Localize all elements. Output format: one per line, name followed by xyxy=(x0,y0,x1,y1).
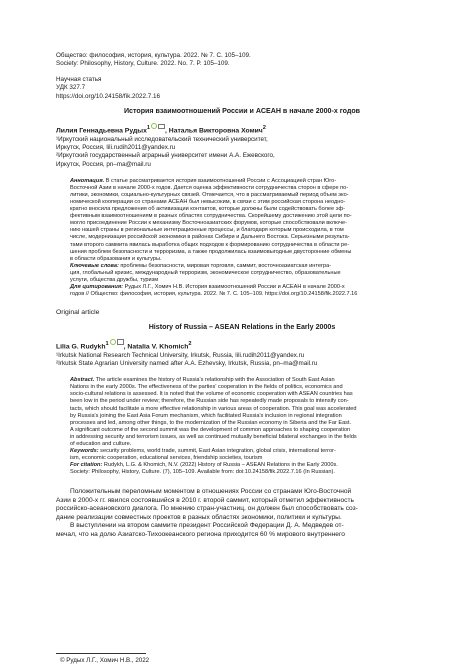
keywords-line: ism, economic cooperation, educational services, friendship societies, tourism xyxy=(70,454,263,461)
body-line: мечал, что на долю Азиатско-Тихоокеанского региона приходится 60 % мирового внутреннего xyxy=(56,530,345,538)
abstract-line: в области образования и культуры. xyxy=(70,255,162,262)
affiliation-line: ²Иркутский государственный аграрный университет имени А.А. Ежевского, xyxy=(56,152,275,160)
abstract-line: шения проблем безопасности и терроризма, а также продолжилась взаимовыгодные двусторонние обмены xyxy=(70,248,352,255)
doi-link[interactable]: https://doi.org/10.24158/fik.2022.7.16 xyxy=(56,92,160,100)
affiliations-en xyxy=(56,352,428,369)
affiliation-line: ¹Иркутский национальный исследовательский технический университет, xyxy=(56,135,268,143)
keywords-line: security problems, world trade, summit, East Asian integration, global crisis, international terror- xyxy=(100,447,336,454)
abstract-line: of education and culture. xyxy=(70,440,132,447)
citation-line: годов // Общество: философия, история, культура. 2022. № 7. С. 105–109. https://doi.org/10.24158/fik.2022.7.16 xyxy=(70,290,358,297)
abstract-line: in addressing security and terrorism issues, as well as continued mutually beneficial bilateral exchanges in the fields xyxy=(70,433,357,440)
affiliations-ru xyxy=(56,136,428,169)
title-ru: История взаимоотношений России и АСЕАН в начале 2000-х годов xyxy=(123,107,361,116)
body-line: Азии в 2000-х гг. явился состоявшийся в 2010 г. второй саммит, который отметил эффективность xyxy=(56,496,354,504)
keywords-label: Ключевые слова: xyxy=(70,262,119,269)
citation-line: Society: Philosophy, History, Culture. (7), 105–109. Available from: doi:10.24158/fik.2022.7.16 (In Russian). xyxy=(70,468,335,475)
abstract-line: тами второго саммита явилась выработка общих подходов к формированию сотрудничества в области ре- xyxy=(70,241,350,248)
article-type: Научная статья xyxy=(56,75,102,83)
body-line: дание реализации совместных проектов в разных областях экономики, политики и культуры. xyxy=(56,513,342,521)
affiliation-line: ¹Irkutsk National Research Technical University, Irkutsk, Russia, lili.rudih2011@yandex.ru xyxy=(56,351,305,359)
abstract-label: Abstract. xyxy=(70,377,95,384)
affiliation-line: ²Irkutsk State Agrarian University named after A.A. Ezhevsky, Irkutsk, Russia, pn–ma@mail.ru xyxy=(56,360,318,368)
citation-label: Для цитирования: xyxy=(70,283,123,290)
abstract-en xyxy=(56,377,428,476)
body-line: российско-асеановского диалога. По мнению стран-участниц, он должен был способствовать соз- xyxy=(56,505,358,513)
abstract-line: by Russia's joining the East Asia Forum mechanism, which facilitated Russia's inclusion in regional integration xyxy=(70,412,342,419)
footnote-divider xyxy=(56,653,146,654)
abstract-line: В статье рассматривается история взаимоотношений России с Ассоциацией стран Юго- xyxy=(105,178,337,185)
abstract-line: номической кооперации со странами АСЕАН был невысоким, в связи с этим российская сторона неодно- xyxy=(70,199,346,206)
abstract-line: нию нашей страны в региональные интеграционные процессы, и благодаря которым происходила, в том xyxy=(70,227,344,234)
keywords-label: Keywords: xyxy=(70,447,99,454)
email-icon[interactable] xyxy=(158,124,165,130)
author-2-name: , Natalia V. Khomich xyxy=(123,343,189,351)
authors-ru xyxy=(56,123,428,136)
keywords-line: ция, глобальный кризис, международный терроризм, экономическое сотрудничество, образовательные xyxy=(70,269,341,276)
author-2-sup: 2 xyxy=(188,340,192,347)
body-line: Положительным переломным моментом в отношениях России со странами Юго-Восточной xyxy=(70,487,352,495)
abstract-line: The article examines the history of Russia's relationship with the Association of South East Asian xyxy=(95,377,335,384)
affiliation-line: Иркутск, Россия, pn–ma@mail.ru xyxy=(56,160,151,168)
title-en: History of Russia – ASEAN Relations in the Early 2000s xyxy=(148,322,336,331)
orcid-icon[interactable] xyxy=(110,339,116,345)
citation-line: Rudykh, L.G. & Khomich, N.V. (2022) History of Russia – ASEAN Relations in the Early 2000s. xyxy=(103,461,338,468)
copyright-footnote: © Рудых Л.Г., Хомич Н.В., 2022 xyxy=(60,657,150,664)
keywords-line: услуги, общества дружбы, туризм xyxy=(70,276,159,283)
abstract-line: tacts, which should facilitate a more effective relationship in various areas of cooperation. This goal was accelerated xyxy=(70,405,357,412)
author-2-name: , Наталья Викторовна Хомич xyxy=(165,127,263,135)
author-1-sup: 1 xyxy=(105,340,109,347)
keywords-line: проблемы безопасности, мировая торговля, саммит, восточноазиатская интегра- xyxy=(120,262,332,269)
abstract-line: фективным взаимоотношениям в разных областях сотрудничества. Скорейшему достижению этой цели по- xyxy=(70,213,352,220)
abstract-line: Восточной Азии в начале 2000-х годов. Дается оценка эффективности сотрудничества сторон в сфере по- xyxy=(70,185,349,192)
abstract-line: A significant outcome of the second summit was the development of common approaches to shaping cooperation xyxy=(70,426,351,433)
citation-line: Рудых Л.Г., Хомич Н.В. История взаимоотношений России и АСЕАН в начале 2000-х xyxy=(124,283,345,290)
body-text xyxy=(56,488,428,540)
affiliation-line: Иркутск, Россия, lili.rudih2011@yandex.ru xyxy=(56,144,176,152)
abstract-label: Аннотация. xyxy=(70,178,105,185)
journal-header xyxy=(56,52,428,69)
body-line: В выступлении на втором саммите президент Российской Федерации Д. А. Медведев от- xyxy=(70,522,344,530)
abstract-line: processes and led, among other things, to the modernization of the Russian economy in Siberia and the Far East. xyxy=(70,419,352,426)
abstract-line: кратно вносила предложения об активизации контактов, которые должны были содействовать более эф- xyxy=(70,206,345,213)
orcid-icon[interactable] xyxy=(151,123,157,129)
abstract-line: been low in the period under review; therefore, the Russian side has repeatedly made proposals to intensify con- xyxy=(70,398,349,405)
abstract-line: числе, модернизация российской экономики в районах Сибири и Дальнего Востока. Серьезными результа- xyxy=(70,234,350,241)
citation-label: For citation: xyxy=(70,461,103,468)
author-1-sup: 1 xyxy=(146,125,151,132)
author-2-sup: 2 xyxy=(262,125,266,132)
abstract-line: могло присоединение России к механизму Восточноазиатских форумов, которые способствовали включе- xyxy=(70,220,347,227)
authors-en xyxy=(56,339,428,352)
author-1-name: Lilia G. Rudykh xyxy=(56,343,106,351)
abstract-line: socio-cultural relations is assessed. It is noted that the volume of economic cooperation with ASEAN countries has xyxy=(70,391,353,398)
udk-code: УДК 327.7 xyxy=(56,84,86,92)
abstract-line: литики, экономики, социально-культурных связей. Отмечается, что в рассматриваемый период объем эко- xyxy=(70,192,349,199)
original-article-label: Original article xyxy=(56,308,100,316)
article-meta xyxy=(56,76,428,101)
author-1-name: Лилия Геннадьевна Рудых xyxy=(56,127,147,135)
abstract-ru xyxy=(56,178,428,298)
journal-ref-ru: Общество: философия, история, культура. 2022. № 7. С. 105–109. xyxy=(56,52,251,59)
abstract-line: Nations in the early 2000s. The effectiveness of the parties' cooperation in the fields of politics, economics and xyxy=(70,384,343,391)
email-icon[interactable] xyxy=(117,339,124,345)
journal-ref-en: Society: Philosophy, History, Culture. 2022. No. 7. P. 105–109. xyxy=(56,60,230,68)
